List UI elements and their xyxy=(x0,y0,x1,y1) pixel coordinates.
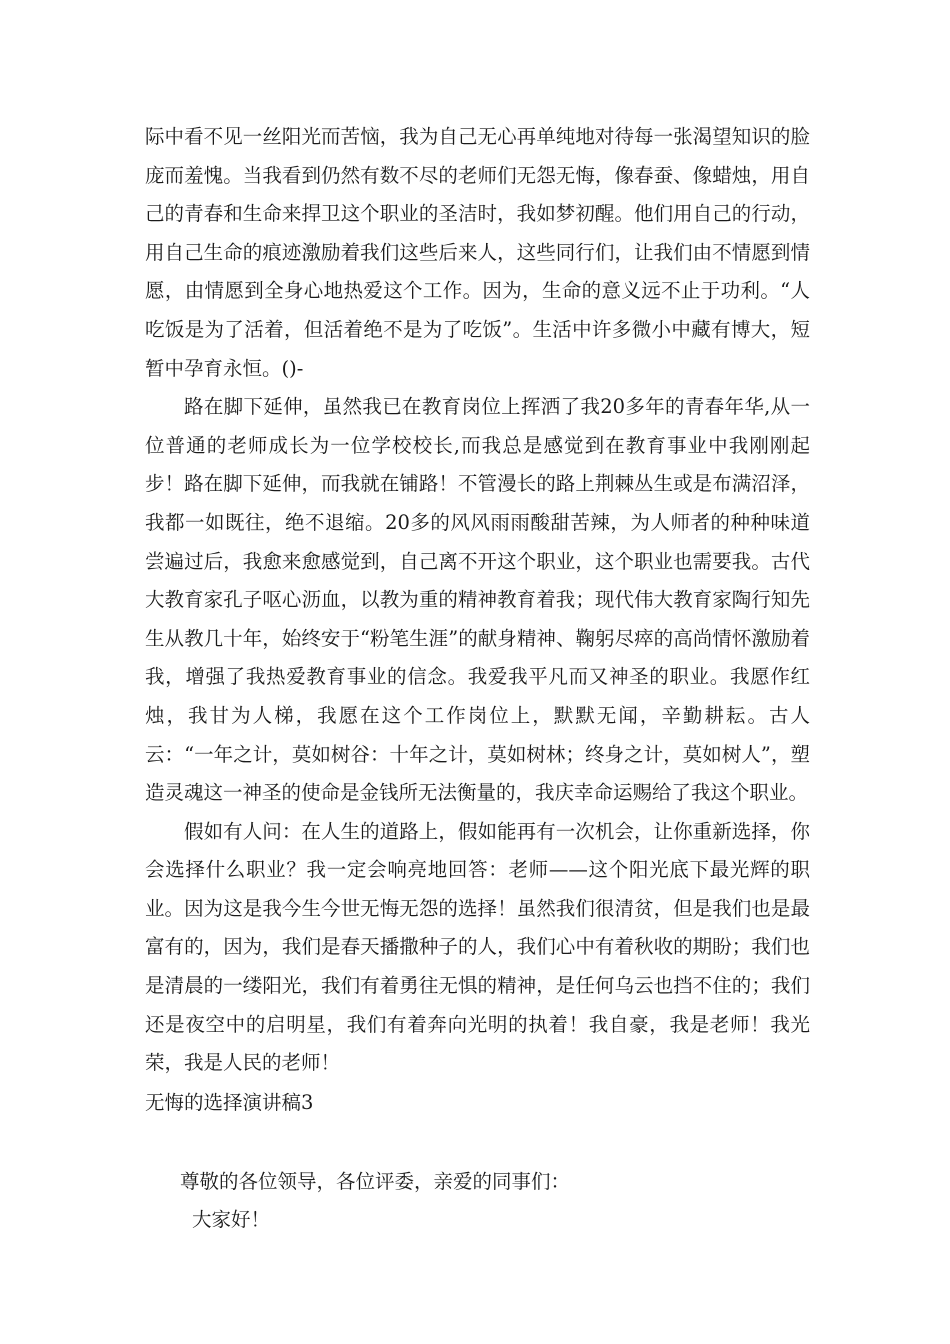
paragraph-choice: 假如有人问：在人生的道路上，假如能再有一次机会，让你重新选择，你会选择什么职业？我一定会响亮地回答：老师——这个阳光底下最光辉的职业。因为这是我今生今世无悔无怨的选择！虽然我们很清贫，但是我们也是最富有的，因为，我们是春天播撒种子的人，我们心中有着秋收的期盼；我们也是清晨的一缕阳光，我们有着勇往无惧的精神，是任何乌云也挡不住的；我们还是夜空中的启明星，我们有着奔向光明的执着！我自豪，我是老师！我光荣，我是人民的老师！ xyxy=(145,819,810,1075)
paragraph-continuation: 际中看不见一丝阳光而苦恼，我为自己无心再单纯地对待每一张渴望知识的脸庞而羞愧。当我看到仍然有数不尽的老师们无怨无悔，像春蚕、像蜡烛，用自己的青春和生命来捍卫这个职业的圣洁时，我如梦初醒。他们用自己的行动，用自己生命的痕迹激励着我们这些后来人，这些同行们，让我们由不情愿到情愿，由情愿到全身心地热爱这个工作。因为，生命的意义远不止于功利。“人吃饭是为了活着，但活着绝不是为了吃饭”。生活中许多微小中藏有博大，短暂中孕育永恒。()- xyxy=(145,125,810,380)
speech-heading: 无悔的选择演讲稿3 xyxy=(145,1090,314,1114)
paragraph-career-path: 路在脚下延伸，虽然我已在教育岗位上挥洒了我20多年的青春年华,从一位普通的老师成长为一位学校校长,而我总是感觉到在教育事业中我刚刚起步！路在脚下延伸，而我就在铺路！不管漫长的路上荆棘丛生或是布满沼泽，我都一如既往，绝不退缩。20多的风风雨雨酸甜苦辣，为人师者的种种味道尝遍过后，我愈来愈感觉到，自己离不开这个职业，这个职业也需要我。古代大教育家孔子呕心沥血，以教为重的精神教育着我；现代伟大教育家陶行知先生从教几十年，始终安于“粉笔生涯”的献身精神、鞠躬尽瘁的高尚情怀激励着我，增强了我热爱教育事业的信念。我爱我平凡而又神圣的职业。我愿作红烛，我甘为人梯，我愿在这个工作岗位上，默默无闻，辛勤耕耘。古人云：“一年之计，莫如树谷：十年之计，莫如树林；终身之计，莫如树人”，塑造灵魂这一神圣的使命是金钱所无法衡量的，我庆幸命运赐给了我这个职业。 xyxy=(145,395,810,805)
document-body xyxy=(145,118,810,1239)
speech-salutation: 尊敬的各位领导，各位评委，亲爱的同事们： xyxy=(180,1169,571,1193)
speech-greeting: 大家好！ xyxy=(192,1207,271,1231)
blank-line xyxy=(145,1123,810,1163)
